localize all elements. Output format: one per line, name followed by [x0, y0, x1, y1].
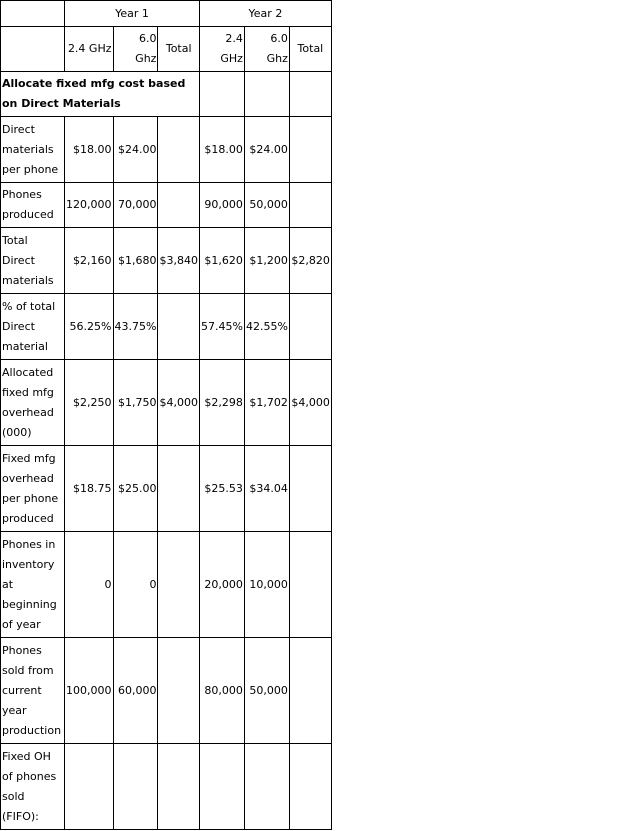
row-label: Total Direct materials [1, 228, 65, 294]
empty-cell [244, 72, 289, 117]
year2-header: Year 2 [199, 1, 331, 27]
row-label: Fixed mfg overhead per phone produced [1, 446, 65, 532]
cell-value: 20,000 [199, 532, 244, 638]
cell-value: $4,000 [289, 360, 331, 446]
row-label: Direct materials per phone [1, 117, 65, 183]
cell-value [113, 744, 158, 830]
cell-value: $18.00 [199, 117, 244, 183]
cell-value: $24.00 [244, 117, 289, 183]
cell-value: $1,620 [199, 228, 244, 294]
cell-value: $2,250 [65, 360, 114, 446]
section-title: Allocate fixed mfg cost based on Direct Materials [1, 72, 200, 117]
cell-value [289, 532, 331, 638]
cell-value: $2,820 [289, 228, 331, 294]
cell-value: 42.55% [244, 294, 289, 360]
cell-value: 90,000 [199, 183, 244, 228]
cell-value [65, 744, 114, 830]
cell-value [289, 117, 331, 183]
cell-value: $2,160 [65, 228, 114, 294]
row-label: Phones in inventory at beginning of year [1, 532, 65, 638]
y1-col-60ghz: 6.0 Ghz [113, 27, 158, 72]
cell-value: 0 [113, 532, 158, 638]
cell-value: 56.25% [65, 294, 114, 360]
cell-value [289, 638, 331, 744]
blank-label-header [1, 27, 65, 72]
table-row [1, 117, 332, 183]
table-row [1, 532, 332, 638]
table-row [1, 638, 332, 744]
cell-value: $4,000 [158, 360, 200, 446]
empty-cell [199, 72, 244, 117]
year1-header: Year 1 [65, 1, 200, 27]
cell-value [158, 532, 200, 638]
cell-value: $34.04 [244, 446, 289, 532]
cell-value [158, 744, 200, 830]
table-row [1, 294, 332, 360]
cell-value: $1,702 [244, 360, 289, 446]
cell-value [289, 294, 331, 360]
cell-value [158, 446, 200, 532]
cell-value: $18.75 [65, 446, 114, 532]
cell-value [158, 117, 200, 183]
cell-value: 120,000 [65, 183, 114, 228]
row-label: Allocated fixed mfg overhead (000) [1, 360, 65, 446]
row-label: Phones produced [1, 183, 65, 228]
year-header-row [1, 1, 332, 27]
column-header-row [1, 27, 332, 72]
row-label: Phones sold from current year production [1, 638, 65, 744]
cell-value: 10,000 [244, 532, 289, 638]
cell-value: $1,680 [113, 228, 158, 294]
cell-value [158, 638, 200, 744]
table-row [1, 183, 332, 228]
cell-value: 50,000 [244, 638, 289, 744]
cell-value: $25.53 [199, 446, 244, 532]
cell-value: $2,298 [199, 360, 244, 446]
cell-value [289, 446, 331, 532]
cell-value: $24.00 [113, 117, 158, 183]
cell-value: $1,750 [113, 360, 158, 446]
cell-value [244, 744, 289, 830]
y1-col-24ghz: 2.4 GHz [65, 27, 114, 72]
cell-value: $25.00 [113, 446, 158, 532]
cell-value: 0 [65, 532, 114, 638]
table-row [1, 228, 332, 294]
table-row [1, 744, 332, 830]
cell-value: 57.45% [199, 294, 244, 360]
cell-value: 60,000 [113, 638, 158, 744]
y1-col-total: Total [158, 27, 200, 72]
cell-value [158, 183, 200, 228]
row-label: Fixed OH of phones sold (FIFO): [1, 744, 65, 830]
cell-value: 43.75% [113, 294, 158, 360]
cell-value: 100,000 [65, 638, 114, 744]
y2-col-total: Total [289, 27, 331, 72]
cell-value: 50,000 [244, 183, 289, 228]
y2-col-24ghz: 2.4 GHz [199, 27, 244, 72]
empty-cell [289, 72, 331, 117]
cell-value: $3,840 [158, 228, 200, 294]
cell-value: $18.00 [65, 117, 114, 183]
cell-value: $1,200 [244, 228, 289, 294]
cell-value [289, 744, 331, 830]
y2-col-60ghz: 6.0 Ghz [244, 27, 289, 72]
corner-cell [1, 1, 65, 27]
table-row [1, 446, 332, 532]
section-title-row [1, 72, 332, 117]
cell-value [199, 744, 244, 830]
cell-value [289, 183, 331, 228]
cell-value [158, 294, 200, 360]
table-row [1, 360, 332, 446]
row-label: % of total Direct material [1, 294, 65, 360]
cell-value: 80,000 [199, 638, 244, 744]
cell-value: 70,000 [113, 183, 158, 228]
